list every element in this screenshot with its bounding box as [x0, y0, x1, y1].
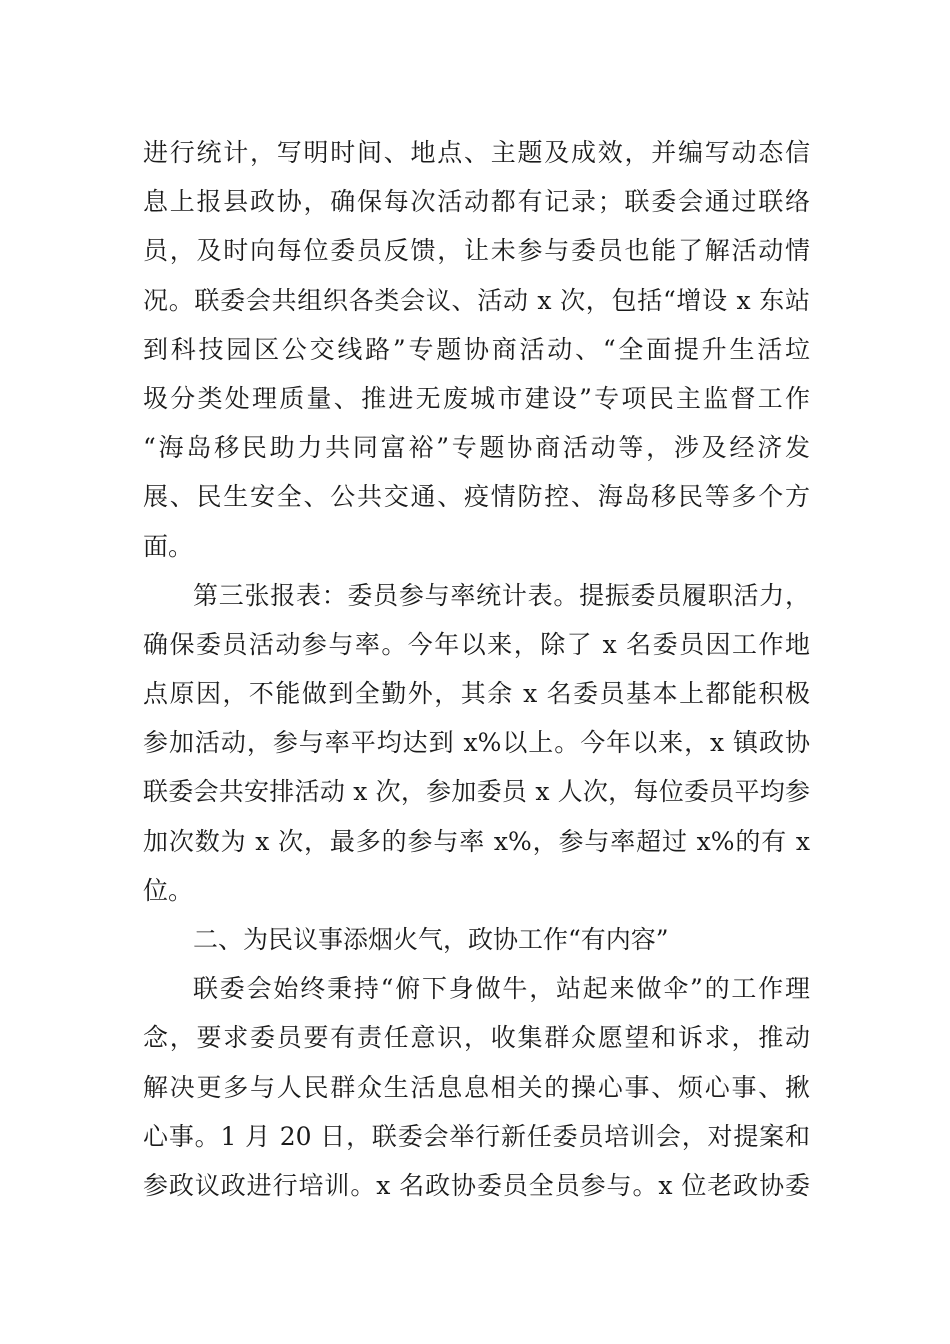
text-line: 解决更多与人民群众生活息息相关的操心事、烦心事、揪 — [143, 1072, 810, 1102]
text-line: 联委会共安排活动 x 次，参加委员 x 人次，每位委员平均参 — [143, 777, 810, 807]
text-line: 加次数为 x 次，最多的参与率 x%，参与率超过 x%的有 x — [143, 826, 810, 856]
text-line: 念，要求委员要有责任意识，收集群众愿望和诉求，推动 — [143, 1023, 810, 1053]
text-line: 点原因，不能做到全勤外，其余 x 名委员基本上都能积极 — [143, 679, 810, 709]
text-line: 参加活动，参与率平均达到 x%以上。今年以来，x 镇政协 — [143, 728, 810, 758]
text-line: 心事。1 月 20 日，联委会举行新任委员培训会，对提案和 — [143, 1121, 810, 1151]
text-line: 员，及时向每位委员反馈，让未参与委员也能了解活动情 — [143, 236, 810, 266]
text-line: 位。 — [143, 875, 194, 905]
text-line: 确保委员活动参与率。今年以来，除了 x 名委员因工作地 — [143, 629, 810, 659]
text-line: 况。联委会共组织各类会议、活动 x 次，包括“增设 x 东站 — [143, 285, 810, 315]
text-line: 进行统计，写明时间、地点、主题及成效，并编写动态信 — [143, 138, 810, 167]
text-line: “海岛移民助力共同富裕”专题协商活动等，涉及经济发 — [143, 433, 810, 463]
paragraph — [143, 128, 810, 571]
text-line: 息上报县政协，确保每次活动都有记录；联委会通过联络 — [143, 187, 810, 217]
text-line: 联委会始终秉持“俯下身做牛，站起来做伞”的工作理 — [193, 974, 810, 1004]
paragraph — [143, 964, 810, 1210]
text-line: 到科技园区公交线路”专题协商活动、“全面提升生活垃 — [143, 334, 810, 364]
text-line: 参政议政进行培训。x 名政协委员全员参与。x 位老政协委 — [143, 1170, 810, 1200]
text-line: 第三张报表：委员参与率统计表。提振委员履职活力， — [193, 580, 810, 610]
document-body — [143, 128, 810, 1210]
text-line: 面。 — [143, 531, 194, 561]
section-heading — [143, 915, 810, 964]
heading-text: 二、为民议事添烟火气，政协工作“有内容” — [193, 925, 669, 954]
paragraph — [143, 571, 810, 915]
text-line: 展、民生安全、公共交通、疫情防控、海岛移民等多个方 — [143, 482, 810, 512]
text-line: 圾分类处理质量、推进无废城市建设”专项民主监督工作 — [143, 383, 810, 413]
